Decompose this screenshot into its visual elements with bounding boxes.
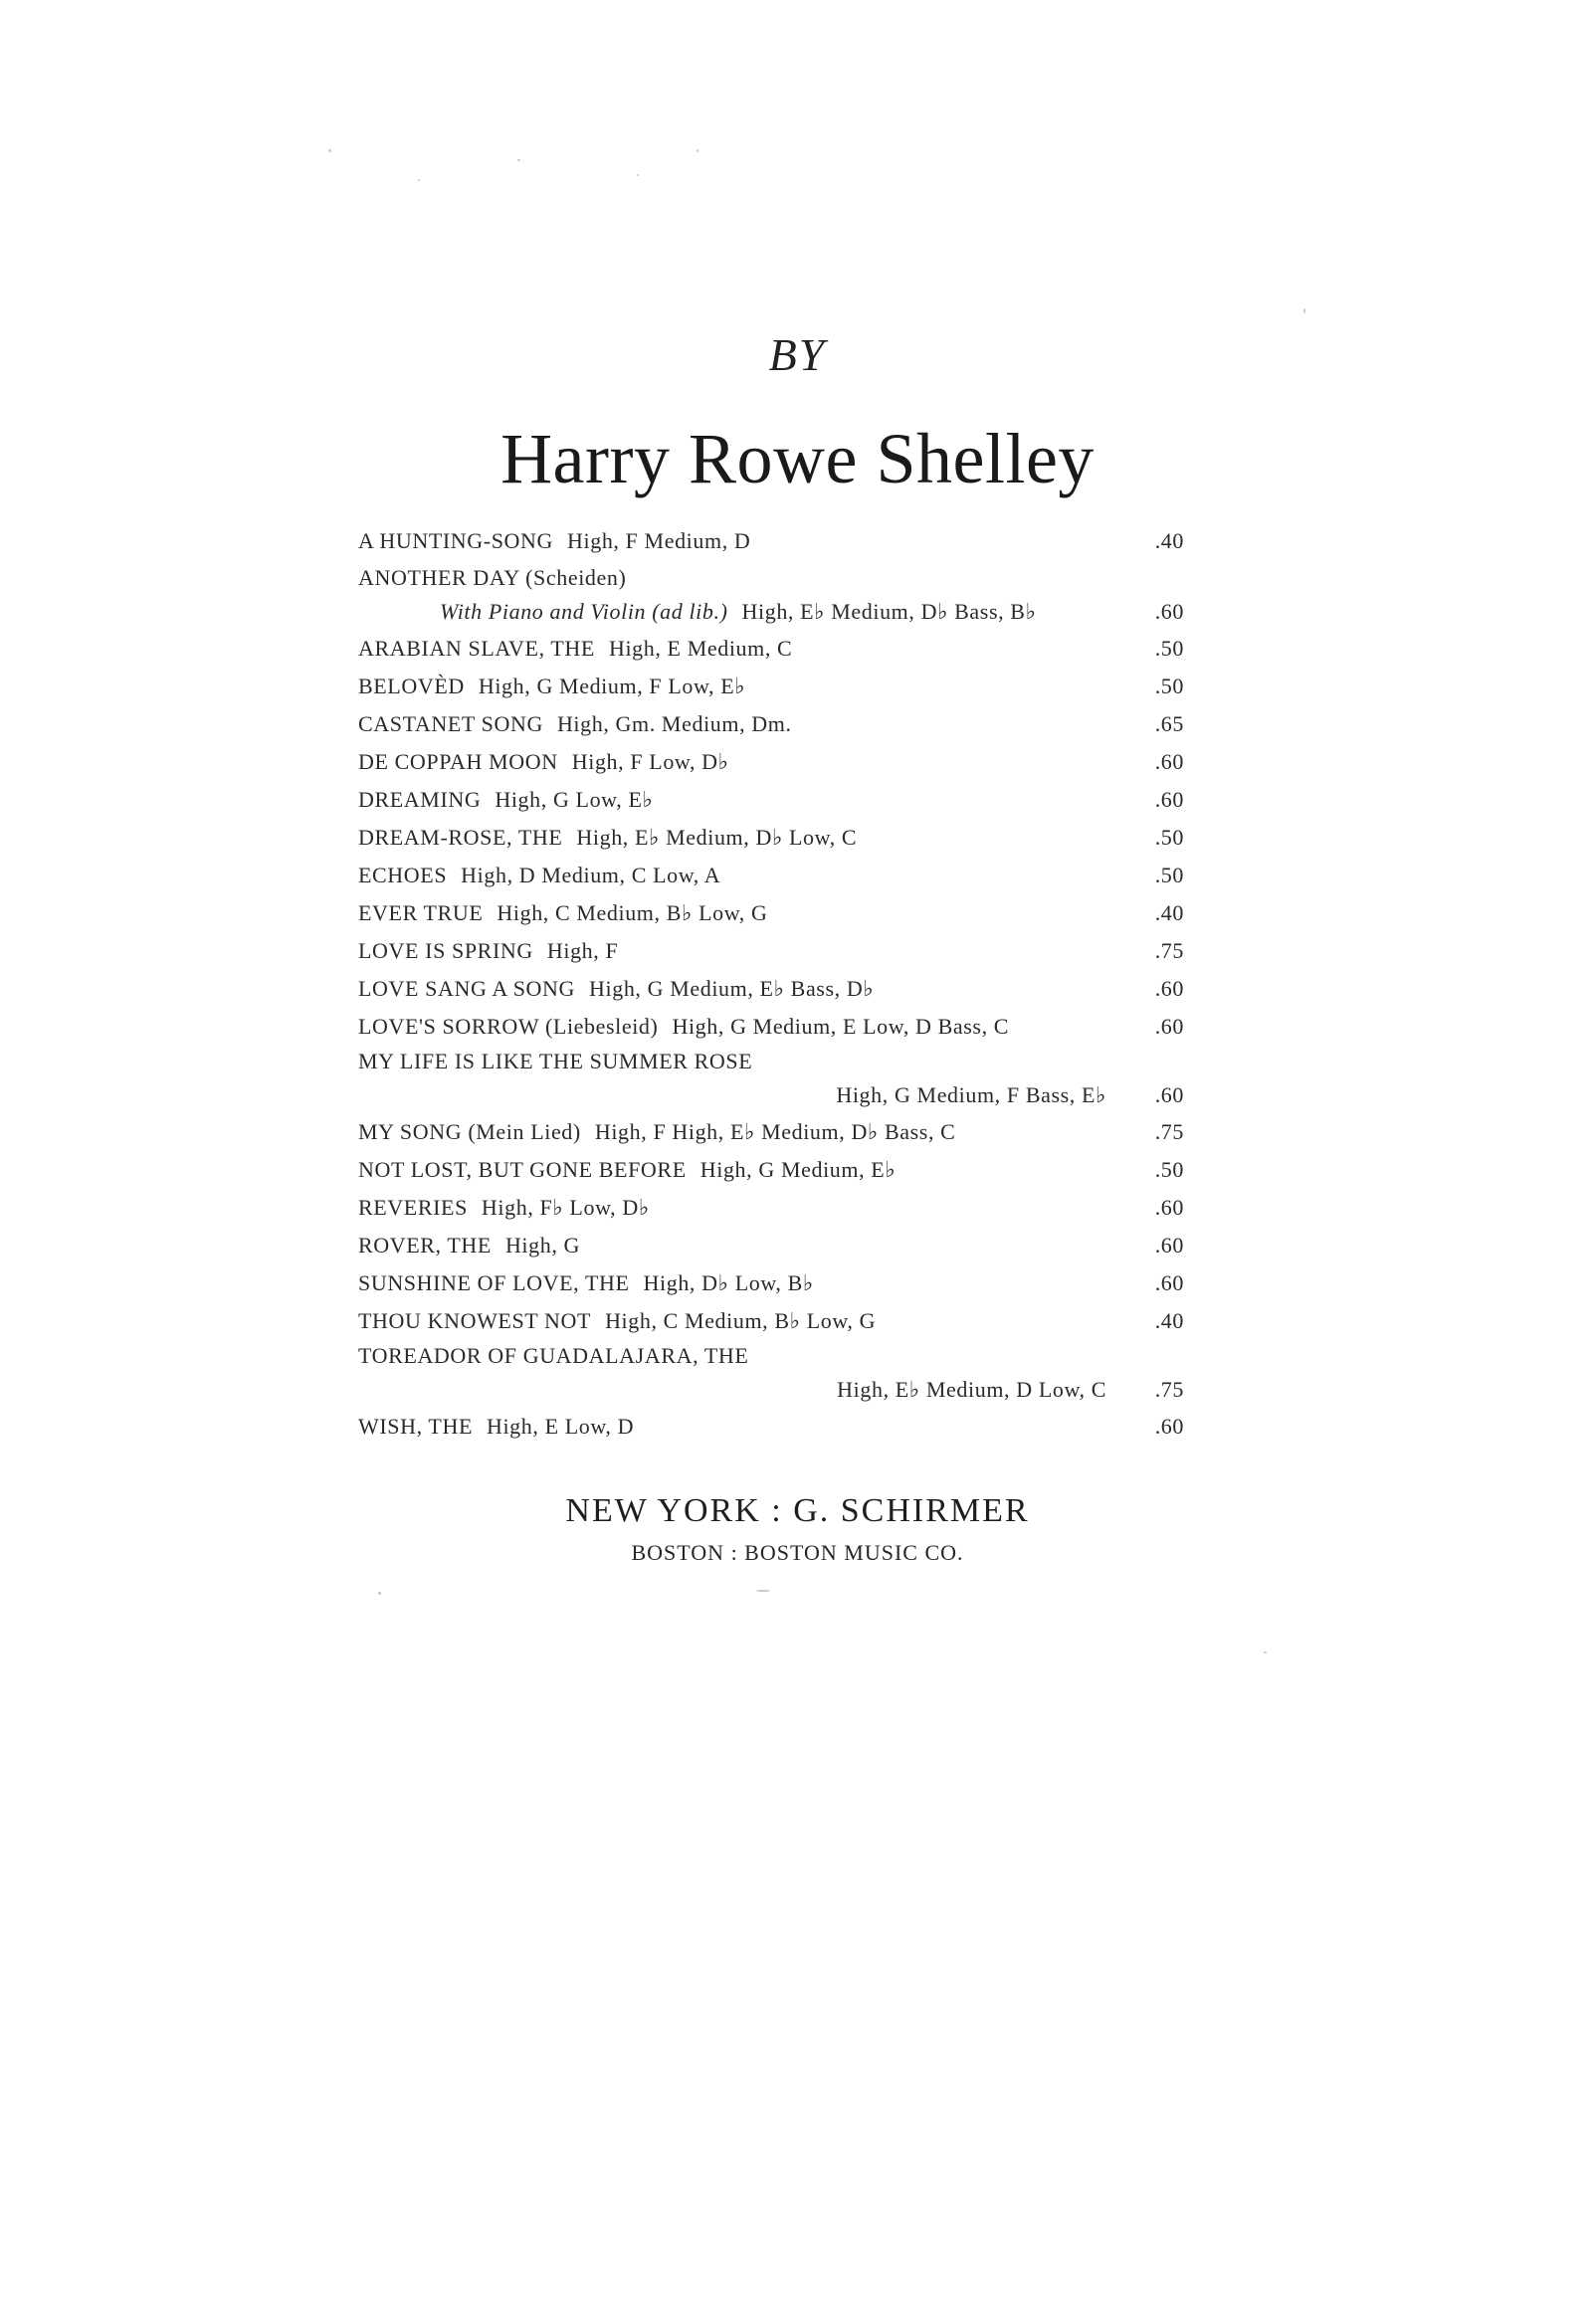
song-price: .75: [1154, 1377, 1184, 1402]
song-title: SUNSHINE OF LOVE, THE: [358, 1270, 630, 1295]
song-voices: High, G Low, E♭: [495, 787, 654, 812]
song-entry: [358, 743, 1184, 781]
song-voices: High, G Medium, F Bass, E♭: [836, 1082, 1106, 1107]
song-voices: High, E♭ Medium, D♭ Bass, B♭: [741, 599, 1037, 624]
song-voices: High, E♭ Medium, D♭ Low, C: [576, 825, 858, 850]
song-voices: High, E Low, D: [486, 1414, 635, 1439]
song-entry: [358, 560, 1184, 630]
song-entry: [358, 1227, 1184, 1264]
scan-speck: [756, 1590, 770, 1592]
song-voices: High, D Medium, C Low, A: [461, 863, 721, 887]
song-entry: [358, 1340, 1184, 1408]
song-title: DE COPPAH MOON: [358, 749, 558, 774]
song-price: .60: [1154, 1014, 1184, 1039]
song-price: .60: [1154, 1082, 1184, 1107]
song-price: .60: [1154, 1270, 1184, 1295]
song-voices: High, F High, E♭ Medium, D♭ Bass, C: [594, 1119, 956, 1144]
song-entry: [358, 970, 1184, 1008]
song-entry: [358, 1189, 1184, 1227]
song-voices: High, C Medium, B♭ Low, G: [605, 1308, 877, 1333]
publisher-branch: BOSTON : BOSTON MUSIC CO.: [631, 1540, 964, 1565]
song-title: TOREADOR OF GUADALAJARA, THE: [358, 1343, 749, 1368]
song-title: MY SONG (Mein Lied): [358, 1119, 581, 1144]
by-heading: BY: [768, 329, 827, 380]
song-title: EVER TRUE: [358, 900, 484, 925]
scan-speck: [328, 149, 331, 152]
scan-speck: [1303, 308, 1305, 313]
song-entry: [358, 894, 1184, 932]
song-entry: [358, 781, 1184, 819]
song-voices: High, E♭ Medium, D Low, C: [837, 1377, 1106, 1402]
song-title: BELOVÈD: [358, 674, 465, 698]
song-title: ROVER, THE: [358, 1233, 492, 1258]
song-price: .75: [1154, 1119, 1184, 1144]
scan-speck: [637, 174, 639, 176]
song-title: WISH, THE: [358, 1414, 473, 1439]
song-title: THOU KNOWEST NOT: [358, 1308, 592, 1333]
song-price: .50: [1154, 636, 1184, 661]
scan-speck: [378, 1592, 381, 1595]
song-catalog: [358, 522, 1184, 1446]
song-title: NOT LOST, BUT GONE BEFORE: [358, 1157, 687, 1182]
song-price: .50: [1154, 674, 1184, 698]
song-price: .75: [1154, 938, 1184, 963]
song-entry: [358, 932, 1184, 970]
song-entry: [358, 705, 1184, 743]
song-title: REVERIES: [358, 1195, 468, 1220]
composer-name: Harry Rowe Shelley: [500, 419, 1095, 498]
song-voices: High, G Medium, E♭ Bass, D♭: [589, 976, 875, 1001]
song-title: A HUNTING-SONG: [358, 528, 554, 553]
song-title: DREAM-ROSE, THE: [358, 825, 563, 850]
song-entry: [358, 1264, 1184, 1302]
song-title: LOVE IS SPRING: [358, 938, 533, 963]
song-entry: [358, 1046, 1184, 1113]
song-price: .60: [1154, 1414, 1184, 1439]
song-price: .40: [1154, 1308, 1184, 1333]
song-price: .60: [1154, 749, 1184, 774]
song-title: ARABIAN SLAVE, THE: [358, 636, 595, 661]
song-entry: [358, 522, 1184, 560]
song-voices: High, F♭ Low, D♭: [481, 1195, 650, 1220]
scan-speck: [697, 149, 698, 152]
song-entry: [358, 1302, 1184, 1340]
song-price: .65: [1154, 711, 1184, 736]
song-voices: High, F: [546, 938, 619, 963]
song-price: .50: [1154, 825, 1184, 850]
song-title: ECHOES: [358, 863, 448, 887]
scan-speck: [1264, 1651, 1267, 1653]
song-voices: High, F Medium, D: [567, 528, 751, 553]
song-title: DREAMING: [358, 787, 482, 812]
song-price: .40: [1154, 900, 1184, 925]
song-title: CASTANET SONG: [358, 711, 543, 736]
song-entry: [358, 1008, 1184, 1046]
song-title: LOVE SANG A SONG: [358, 976, 576, 1001]
song-title: ANOTHER DAY (Scheiden): [358, 565, 627, 590]
song-voices: High, C Medium, B♭ Low, G: [497, 900, 768, 925]
song-entry: [358, 1113, 1184, 1151]
song-instrumentation: With Piano and Violin (ad lib.): [440, 599, 728, 624]
song-voices: High, G: [504, 1233, 581, 1258]
song-entry: [358, 630, 1184, 668]
song-price: .60: [1154, 976, 1184, 1001]
song-entry: [358, 1151, 1184, 1189]
song-price: .50: [1154, 863, 1184, 887]
song-title: LOVE'S SORROW (Liebesleid): [358, 1014, 659, 1039]
song-price: .60: [1154, 599, 1184, 624]
song-price: .40: [1154, 528, 1184, 553]
song-voices: High, E Medium, C: [608, 636, 793, 661]
song-price: .60: [1154, 1195, 1184, 1220]
song-price: .60: [1154, 787, 1184, 812]
song-entry: [358, 857, 1184, 894]
song-title: MY LIFE IS LIKE THE SUMMER ROSE: [358, 1049, 753, 1073]
song-voices: High, G Medium, F Low, E♭: [478, 674, 746, 698]
song-price: .50: [1154, 1157, 1184, 1182]
song-price: .60: [1154, 1233, 1184, 1258]
song-voices: High, F Low, D♭: [571, 749, 729, 774]
song-voices: High, D♭ Low, B♭: [643, 1270, 814, 1295]
song-voices: High, G Medium, E Low, D Bass, C: [672, 1014, 1010, 1039]
song-entry: [358, 1408, 1184, 1446]
scan-speck: [517, 159, 520, 161]
publisher-line: NEW YORK : G. SCHIRMER: [565, 1492, 1030, 1529]
song-entry: [358, 668, 1184, 705]
song-entry: [358, 819, 1184, 857]
song-voices: High, Gm. Medium, Dm.: [556, 711, 792, 736]
scan-speck: [418, 179, 420, 181]
song-voices: High, G Medium, E♭: [699, 1157, 897, 1182]
